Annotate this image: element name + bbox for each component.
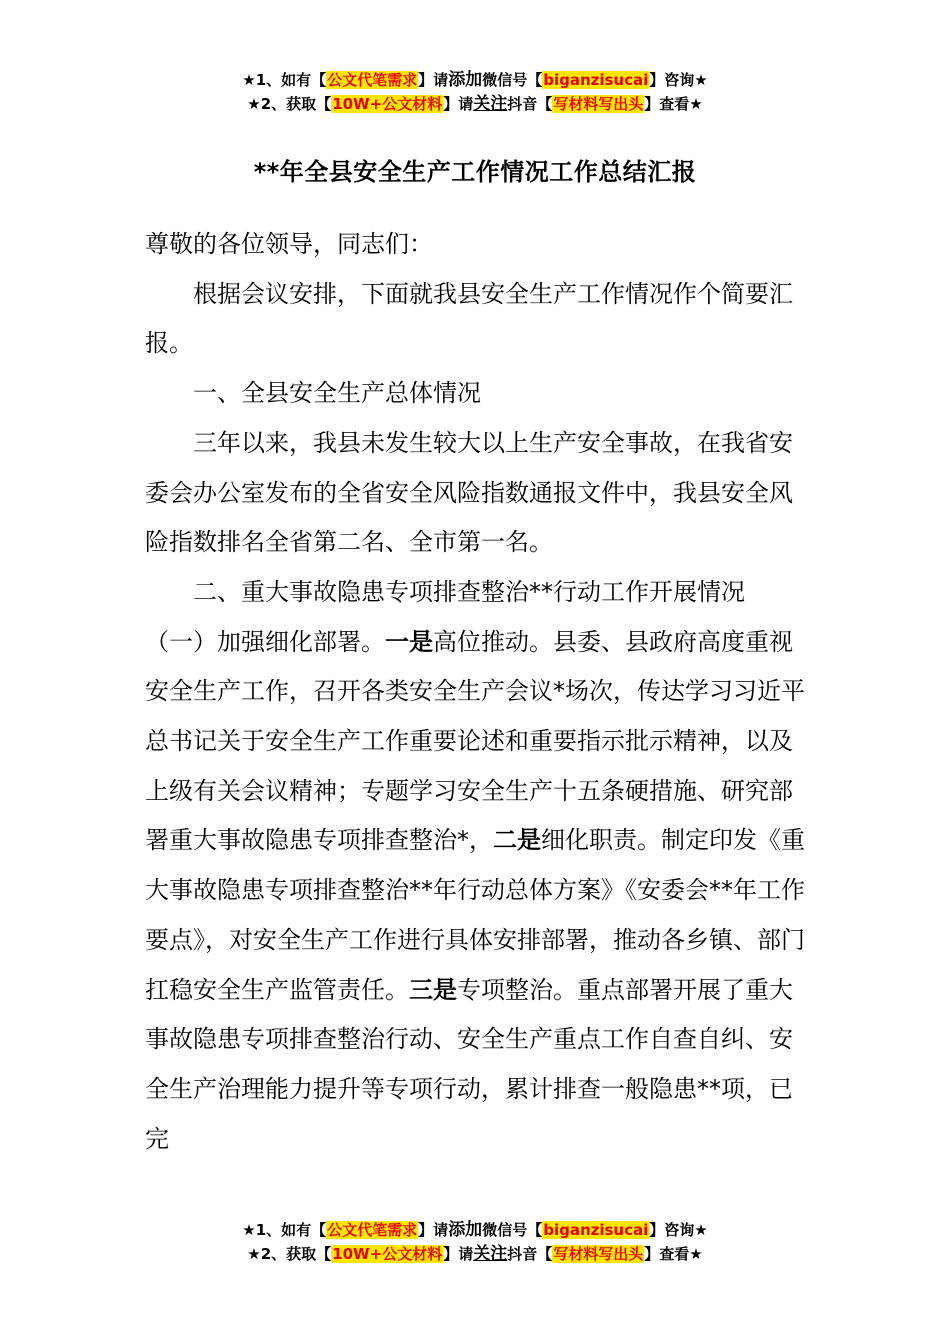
- point-marker-3: 三是: [409, 975, 457, 1004]
- promo-highlight: 公文代笔需求: [327, 71, 418, 89]
- promo-emphasis: 添加: [448, 70, 483, 90]
- promo-text: 抖音【: [507, 1245, 553, 1263]
- promo-line-1: [0, 68, 950, 92]
- document-body: [145, 220, 805, 1164]
- point-text-1: 高位推动。县委、县政府高度重视安全生产工作，召开各类安全生产会议*场次，传达学习习近平总书记关于安全生产工作重要论述和重要指示批示精神，以及上级有关会议精神；专题学习安全生产十五条硬措施、研究部署重大事故隐患专项排查整治*，: [145, 627, 805, 855]
- top-promo-banner: [0, 68, 950, 116]
- promo-text: 】请: [418, 71, 449, 89]
- promo-highlight: 写材料写出头: [553, 1245, 644, 1263]
- promo-highlight: biganzisucai: [543, 1221, 649, 1239]
- paragraph-deployment: [145, 618, 805, 1165]
- promo-line-1: [0, 1218, 950, 1242]
- promo-text: ★1、如有【: [242, 71, 327, 89]
- promo-emphasis: 添加: [448, 1220, 483, 1240]
- promo-text: 微信号【: [482, 1221, 543, 1239]
- promo-text: ★2、获取【: [247, 1245, 332, 1263]
- subsection-lead: （一）加强细化部署。: [145, 627, 385, 656]
- promo-highlight: 10W+公文材料: [332, 95, 443, 113]
- promo-text: 】请: [418, 1221, 449, 1239]
- promo-highlight: 公文代笔需求: [327, 1221, 418, 1239]
- section-heading-2: 二、重大事故隐患专项排查整治**行动工作开展情况: [193, 577, 745, 606]
- point-text-2: 细化职责。制定印发《重大事故隐患专项排查整治**年行动总体方案》《安委会**年工作要点》，对安全生产工作进行具体安排部署，推动各乡镇、部门扛稳安全生产监管责任。: [145, 826, 805, 1004]
- paragraph-intro: 根据会议安排，下面就我县安全生产工作情况作个简要汇报。: [145, 279, 793, 358]
- paragraph-overview: 三年以来，我县未发生较大以上生产安全事故，在我省安委会办公室发布的全省安全风险指数通报文件中，我县安全风险指数排名全省第二名、全市第一名。: [145, 428, 793, 557]
- promo-text: 】请: [443, 95, 474, 113]
- promo-text: 】查看★: [644, 1245, 703, 1263]
- promo-text: 抖音【: [507, 95, 553, 113]
- point-text-3: 专项整治。重点部署开展了重大事故隐患专项排查整治行动、安全生产重点工作自查自纠、安全生产治理能力提升等专项行动，累计排查一般隐患**项，已完: [145, 975, 793, 1153]
- promo-text: ★2、获取【: [247, 95, 332, 113]
- promo-text: 】咨询★: [649, 1221, 708, 1239]
- promo-emphasis: 关注: [473, 1244, 508, 1264]
- promo-emphasis: 关注: [473, 94, 508, 114]
- salutation: 尊敬的各位领导，同志们：: [145, 230, 433, 258]
- promo-text: 】咨询★: [649, 71, 708, 89]
- promo-highlight: biganzisucai: [543, 71, 649, 89]
- document-title: **年全县安全生产工作情况工作总结汇报: [253, 158, 697, 186]
- bottom-promo-banner: [0, 1218, 950, 1266]
- promo-text: 微信号【: [482, 71, 543, 89]
- promo-text: 】查看★: [644, 95, 703, 113]
- promo-text: ★1、如有【: [242, 1221, 327, 1239]
- section-heading-1: 一、全县安全生产总体情况: [193, 379, 481, 408]
- promo-line-2: [0, 1242, 950, 1266]
- promo-text: 】请: [443, 1245, 474, 1263]
- promo-highlight: 10W+公文材料: [332, 1245, 443, 1263]
- promo-line-2: [0, 92, 950, 116]
- point-marker-1: 一是: [385, 627, 433, 656]
- point-marker-2: 二是: [493, 826, 541, 855]
- promo-highlight: 写材料写出头: [553, 95, 644, 113]
